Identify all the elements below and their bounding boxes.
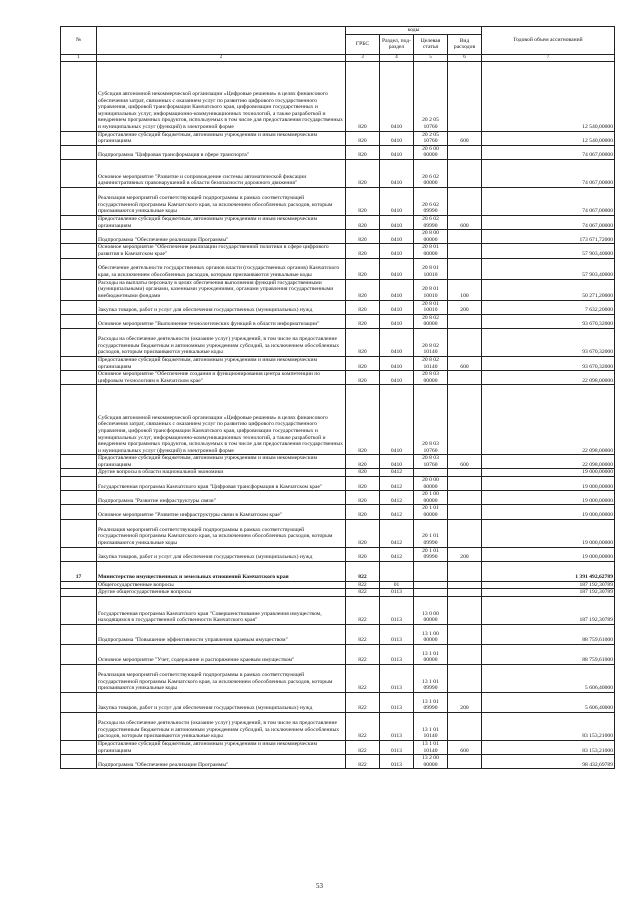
cell-sum: 50 271,20000 — [482, 279, 615, 300]
cell-sum: 187 192,30789 — [482, 581, 615, 589]
cell-razd: 0113 — [380, 693, 414, 713]
cell-grbs: 820 — [346, 279, 380, 300]
cell-cel: 20 6 02 00000 — [414, 159, 448, 187]
cell-cel: 20 2 05 10760 — [414, 131, 448, 145]
cell-grbs: 820 — [346, 328, 380, 356]
cell-name: Закупка товаров, работ и услуг для обеспечения государственных (муниципальных) нужд — [97, 693, 346, 713]
cell-sum: 83 153,21000 — [482, 713, 615, 741]
cell-sum: 93 670,32000 — [482, 328, 615, 356]
cell-vid — [448, 625, 482, 645]
idx-cell: 3 — [346, 54, 380, 61]
cell-razd: 0113 — [380, 741, 414, 755]
cell-sum: 98 432,69789 — [482, 755, 615, 769]
cell-sum: 19 000,00000 — [482, 477, 615, 491]
cell-no — [61, 519, 97, 547]
cell-no — [61, 625, 97, 645]
idx-cell: 1 — [61, 54, 97, 61]
cell-vid: 200 — [448, 693, 482, 713]
cell-cel: 13 1 00 00000 — [414, 625, 448, 645]
cell-cel: 20 2 05 10760 — [414, 61, 448, 131]
cell-name: Министерство имущественных и земельных отношений Камчатского края — [97, 561, 346, 581]
cell-razd: 0113 — [380, 645, 414, 665]
cell-cel: 20 8 01 10010 — [414, 258, 448, 279]
cell-no — [61, 371, 97, 385]
cell-razd: 0412 — [380, 547, 414, 561]
table-row — [61, 625, 615, 645]
cell-vid: 600 — [448, 455, 482, 469]
cell-razd: 0410 — [380, 145, 414, 159]
cell-cel — [414, 561, 448, 581]
cell-grbs: 820 — [346, 258, 380, 279]
cell-name: Реализация мероприятий соответствующей подпрограммы в рамках соответствующей государственной программы Камчатского края, за исключением обособленных расходов, которым присваиваются уникальные коды — [97, 187, 346, 215]
table-row — [61, 385, 615, 455]
cell-cel: 13 1 01 00000 — [414, 645, 448, 665]
cell-no — [61, 505, 97, 519]
table-body — [61, 61, 615, 769]
cell-name: Реализация мероприятий соответствующей подпрограммы в рамках соответствующей государственной программы Камчатского края, за исключением обособленных расходов, которым присваиваются уникальные коды — [97, 665, 346, 693]
cell-sum: 5 606,40000 — [482, 665, 615, 693]
cell-vid: 600 — [448, 356, 482, 370]
cell-name: Подпрограмма "Обеспечение реализации Программы" — [97, 755, 346, 769]
table-row — [61, 755, 615, 769]
cell-cel: 20 8 02 00000 — [414, 314, 448, 328]
cell-name: Предоставление субсидий бюджетным, автономным учреждениям и иным некоммерческим организациям — [97, 455, 346, 469]
cell-sum: 12 540,00000 — [482, 61, 615, 131]
header-no: № — [61, 27, 97, 55]
cell-name: Подпрограмма "Обеспечение реализации Программы" — [97, 230, 346, 244]
cell-sum: 74 067,00000 — [482, 187, 615, 215]
cell-vid — [448, 187, 482, 215]
cell-grbs: 820 — [346, 371, 380, 385]
cell-cel: 20 8 02 10140 — [414, 356, 448, 370]
table-row — [61, 230, 615, 244]
cell-vid: 600 — [448, 741, 482, 755]
cell-sum: 12 540,00000 — [482, 131, 615, 145]
cell-razd: 0410 — [380, 215, 414, 229]
cell-no — [61, 713, 97, 741]
cell-razd: 0410 — [380, 371, 414, 385]
cell-razd: 0412 — [380, 469, 414, 477]
table-row — [61, 469, 615, 477]
table-row — [61, 215, 615, 229]
cell-name: Основное мероприятие "Учет, содержание и распоряжение краевым имуществом" — [97, 645, 346, 665]
cell-sum: 173 671,72000 — [482, 230, 615, 244]
header-sum: Годовой объем ассигнований — [482, 27, 615, 55]
cell-cel: 20 1 01 09990 — [414, 547, 448, 561]
cell-vid: 100 — [448, 279, 482, 300]
cell-no — [61, 385, 97, 455]
cell-name: Другие вопросы в области национальной экономики — [97, 469, 346, 477]
cell-no — [61, 469, 97, 477]
idx-cell: 5 — [414, 54, 448, 61]
header-vid: Вид расходов — [448, 34, 482, 54]
cell-grbs: 822 — [346, 597, 380, 625]
cell-vid — [448, 159, 482, 187]
cell-sum: 187 192,30789 — [482, 589, 615, 597]
cell-cel: 20 1 01 00000 — [414, 505, 448, 519]
cell-razd: 0410 — [380, 279, 414, 300]
table-row — [61, 371, 615, 385]
cell-no — [61, 589, 97, 597]
cell-name: Расходы на обеспечение деятельности (оказание услуг) учреждений, в том числе на предоставление государственным бюджетным и автономным учреждениям субсидий, за исключением обособленных расходов, которым присваиваются уникальные коды — [97, 713, 346, 741]
cell-sum: 5 606,40000 — [482, 693, 615, 713]
cell-grbs: 820 — [346, 145, 380, 159]
cell-sum: 74 067,00000 — [482, 145, 615, 159]
cell-no — [61, 279, 97, 300]
cell-razd: 0410 — [380, 61, 414, 131]
cell-sum: 19 000,00000 — [482, 469, 615, 477]
cell-sum: 22 098,00000 — [482, 371, 615, 385]
header-razdel: Раздел, под-раздел — [380, 34, 414, 54]
table-row — [61, 561, 615, 581]
cell-grbs: 822 — [346, 713, 380, 741]
cell-no — [61, 159, 97, 187]
cell-no — [61, 547, 97, 561]
cell-cel — [414, 589, 448, 597]
cell-cel: 20 1 00 00000 — [414, 491, 448, 505]
cell-no — [61, 356, 97, 370]
cell-name: Основное мероприятие "Выполнение технологических функций в области информатизации" — [97, 314, 346, 328]
table-row — [61, 589, 615, 597]
cell-grbs: 820 — [346, 61, 380, 131]
cell-sum: 93 670,32000 — [482, 356, 615, 370]
cell-vid — [448, 244, 482, 258]
cell-no — [61, 131, 97, 145]
cell-cel: 13 1 01 09990 — [414, 693, 448, 713]
cell-cel: 13 1 01 09990 — [414, 665, 448, 693]
cell-grbs: 820 — [346, 505, 380, 519]
cell-razd: 0410 — [380, 314, 414, 328]
cell-grbs: 822 — [346, 741, 380, 755]
cell-no — [61, 258, 97, 279]
cell-grbs: 820 — [346, 477, 380, 491]
cell-no — [61, 300, 97, 314]
cell-name: Основное мероприятие "Обеспечение реализации государственной политики в сфере цифрового развития в Камчатском крае" — [97, 244, 346, 258]
table-row — [61, 328, 615, 356]
cell-sum: 19 000,00000 — [482, 505, 615, 519]
cell-sum: 19 000,00000 — [482, 491, 615, 505]
cell-name: Подпрограмма "Цифровая трансформация в сфере транспорта" — [97, 145, 346, 159]
cell-razd: 0412 — [380, 505, 414, 519]
cell-razd: 0412 — [380, 491, 414, 505]
table-row — [61, 665, 615, 693]
cell-razd: 0113 — [380, 755, 414, 769]
idx-cell: 4 — [380, 54, 414, 61]
cell-grbs: 822 — [346, 561, 380, 581]
cell-name: Общегосударственные вопросы — [97, 581, 346, 589]
cell-grbs: 820 — [346, 215, 380, 229]
cell-grbs: 822 — [346, 581, 380, 589]
cell-no — [61, 314, 97, 328]
cell-vid: 200 — [448, 300, 482, 314]
cell-no — [61, 61, 97, 131]
cell-name: Закупка товаров, работ и услуг для обеспечения государственных (муниципальных) нужд — [97, 547, 346, 561]
cell-no — [61, 693, 97, 713]
cell-vid — [448, 477, 482, 491]
cell-vid — [448, 581, 482, 589]
cell-vid: 600 — [448, 131, 482, 145]
cell-grbs: 820 — [346, 519, 380, 547]
idx-cell: 7 — [482, 54, 615, 61]
cell-no — [61, 145, 97, 159]
cell-vid — [448, 505, 482, 519]
cell-name: Расходы на обеспечение деятельности (оказание услуг) учреждений, в том числе на предоставление государственным бюджетным и автономным учреждениям субсидий, за исключением обособленных расходов, которым присваиваются уникальные коды — [97, 328, 346, 356]
cell-vid — [448, 145, 482, 159]
cell-grbs: 822 — [346, 693, 380, 713]
cell-vid — [448, 519, 482, 547]
cell-cel: 20 8 00 00000 — [414, 230, 448, 244]
cell-grbs: 822 — [346, 625, 380, 645]
cell-name: Государственная программа Камчатского края "Цифровая трансформация в Камчатском крае" — [97, 477, 346, 491]
cell-name: Обеспечение деятельности государственных органов власти (государственных органов) Камчатского края, за исключением обособленных расходов, которым присваиваются уникальные коды — [97, 258, 346, 279]
cell-grbs: 820 — [346, 469, 380, 477]
idx-cell: 6 — [448, 54, 482, 61]
cell-grbs: 820 — [346, 187, 380, 215]
cell-razd: 0410 — [380, 230, 414, 244]
cell-razd: 0113 — [380, 625, 414, 645]
cell-grbs: 820 — [346, 455, 380, 469]
cell-name: Предоставление субсидий бюджетным, автономным учреждениям и иным некоммерческим организациям — [97, 741, 346, 755]
cell-sum: 88 759,61000 — [482, 645, 615, 665]
cell-no — [61, 215, 97, 229]
cell-razd: 0410 — [380, 244, 414, 258]
cell-vid — [448, 597, 482, 625]
cell-vid — [448, 258, 482, 279]
cell-grbs: 820 — [346, 314, 380, 328]
cell-sum: 22 098,00000 — [482, 385, 615, 455]
cell-razd: 0410 — [380, 187, 414, 215]
cell-sum: 74 067,00000 — [482, 215, 615, 229]
cell-cel: 20 1 01 09990 — [414, 519, 448, 547]
cell-name: Предоставление субсидий бюджетным, автономным учреждениям и иным некоммерческим организациям — [97, 356, 346, 370]
header-celevaya: Целевая статья — [414, 34, 448, 54]
cell-sum: 7 632,20000 — [482, 300, 615, 314]
cell-razd: 0113 — [380, 597, 414, 625]
budget-table — [60, 26, 615, 769]
cell-grbs: 820 — [346, 547, 380, 561]
table-row — [61, 131, 615, 145]
cell-grbs: 820 — [346, 244, 380, 258]
cell-grbs: 820 — [346, 356, 380, 370]
cell-vid: 600 — [448, 215, 482, 229]
cell-vid: 200 — [448, 547, 482, 561]
table-row — [61, 145, 615, 159]
cell-sum: 187 192,30789 — [482, 597, 615, 625]
cell-razd: 0113 — [380, 589, 414, 597]
cell-razd: 0113 — [380, 665, 414, 693]
cell-vid — [448, 328, 482, 356]
table-row — [61, 159, 615, 187]
idx-cell: 2 — [97, 54, 346, 61]
cell-no — [61, 581, 97, 589]
cell-grbs: 820 — [346, 131, 380, 145]
cell-no — [61, 328, 97, 356]
cell-razd: 0410 — [380, 131, 414, 145]
cell-vid — [448, 713, 482, 741]
table-row — [61, 581, 615, 589]
cell-cel: 20 8 02 10140 — [414, 328, 448, 356]
cell-no — [61, 755, 97, 769]
cell-sum: 22 098,00000 — [482, 455, 615, 469]
cell-name: Государственная программа Камчатского края "Совершенствование управления имуществом, находящимся в государственной собственности Камчатского края" — [97, 597, 346, 625]
cell-name: Основное мероприятие "Развитие инфраструктуры связи в Камчатском крае" — [97, 505, 346, 519]
cell-name: Субсидия автономной некоммерческой организации «Цифровые решения» в целях финансового обеспечения затрат, связанных с оказанием услуг по развитию цифрового государственного управления, цифровой трансформации Камчатского края, цифровизации государственных и муниципальных услуг, информационно-коммуникационных технологий, а также разработкой и внедрением программных продуктов, используемых в том числе для предоставления государственных и муниципальных услуг (функций) в электронной форме — [97, 385, 346, 455]
table-row — [61, 455, 615, 469]
cell-sum: 57 903,40000 — [482, 244, 615, 258]
cell-no — [61, 597, 97, 625]
table-row — [61, 477, 615, 491]
table-row — [61, 187, 615, 215]
cell-cel: 13 2 00 00000 — [414, 755, 448, 769]
cell-grbs: 820 — [346, 491, 380, 505]
cell-cel: 20 6 02 09990 — [414, 187, 448, 215]
table-row — [61, 597, 615, 625]
cell-vid — [448, 561, 482, 581]
cell-razd: 0412 — [380, 519, 414, 547]
cell-cel: 20 8 03 00000 — [414, 371, 448, 385]
table-row — [61, 505, 615, 519]
cell-sum: 19 000,00000 — [482, 519, 615, 547]
cell-cel: 13 1 01 10140 — [414, 713, 448, 741]
cell-no — [61, 645, 97, 665]
cell-grbs: 820 — [346, 230, 380, 244]
cell-grbs: 820 — [346, 300, 380, 314]
cell-no — [61, 491, 97, 505]
cell-no — [61, 230, 97, 244]
header-codes: коды — [346, 27, 482, 35]
cell-cel: 20 8 03 10760 — [414, 385, 448, 455]
table-row — [61, 279, 615, 300]
cell-grbs: 822 — [346, 645, 380, 665]
cell-razd: 01 — [380, 581, 414, 589]
cell-cel — [414, 469, 448, 477]
cell-cel: 20 8 01 00000 — [414, 244, 448, 258]
cell-cel: 20 8 01 10010 — [414, 300, 448, 314]
cell-vid — [448, 385, 482, 455]
cell-cel: 20 6 02 09990 — [414, 215, 448, 229]
cell-vid — [448, 371, 482, 385]
cell-vid — [448, 589, 482, 597]
cell-sum: 93 670,32000 — [482, 314, 615, 328]
cell-grbs: 820 — [346, 385, 380, 455]
cell-cel: 13 0 00 00000 — [414, 597, 448, 625]
cell-name: Предоставление субсидий бюджетным, автономным учреждениям и иным некоммерческим организациям — [97, 131, 346, 145]
header-index-row — [61, 54, 615, 61]
cell-sum: 83 153,21000 — [482, 741, 615, 755]
table-row — [61, 693, 615, 713]
cell-sum: 1 391 492,62789 — [482, 561, 615, 581]
header-name — [97, 27, 346, 55]
cell-vid — [448, 665, 482, 693]
cell-no — [61, 244, 97, 258]
cell-razd: 0113 — [380, 713, 414, 741]
cell-grbs: 822 — [346, 755, 380, 769]
cell-cel: 20 8 03 10760 — [414, 455, 448, 469]
cell-name: Закупка товаров, работ и услуг для обеспечения государственных (муниципальных) нужд — [97, 300, 346, 314]
cell-razd — [380, 561, 414, 581]
cell-razd: 0410 — [380, 159, 414, 187]
cell-name: Подпрограмма "Развитие инфраструктуры связи" — [97, 491, 346, 505]
cell-vid — [448, 61, 482, 131]
cell-no — [61, 187, 97, 215]
cell-no — [61, 741, 97, 755]
table-row — [61, 519, 615, 547]
cell-sum: 74 067,00000 — [482, 159, 615, 187]
cell-name: Основное мероприятие "Развитие и сопровождение системы автоматической фиксации административных правонарушений в области безопасности дорожного движения" — [97, 159, 346, 187]
cell-vid — [448, 755, 482, 769]
table-row — [61, 314, 615, 328]
table-row — [61, 645, 615, 665]
table-row — [61, 244, 615, 258]
cell-name: Основное мероприятие "Обеспечение создания и функционирования центра компетенции по цифровым технологиям в Камчатском крае" — [97, 371, 346, 385]
cell-sum: 19 000,00000 — [482, 547, 615, 561]
table-row — [61, 61, 615, 131]
cell-sum: 57 903,40000 — [482, 258, 615, 279]
cell-no — [61, 665, 97, 693]
cell-name: Подпрограмма "Повышение эффективности управления краевым имуществом" — [97, 625, 346, 645]
cell-no: 17 — [61, 561, 97, 581]
cell-name: Расходы на выплаты персоналу в целях обеспечения выполнения функций государственными (муниципальными) органами, казенными учреждениями, органами управления государственными внебюджетными фондами — [97, 279, 346, 300]
cell-sum: 88 759,61000 — [482, 625, 615, 645]
cell-razd: 0410 — [380, 385, 414, 455]
cell-name: Субсидия автономной некоммерческой организации «Цифровые решения» в целях финансового обеспечения затрат, связанных с оказанием услуг по развитию цифрового государственного управления, цифровой трансформации Камчатского края, цифровизации государственных и муниципальных услуг, информационно-коммуникационных технологий, а также разработкой и внедрением программных продуктов, используемых в том числе для предоставления государственных и муниципальных услуг (функций) в электронной форме — [97, 61, 346, 131]
cell-name: Предоставление субсидий бюджетным, автономным учреждениям и иным некоммерческим организациям — [97, 215, 346, 229]
cell-razd: 0410 — [380, 258, 414, 279]
cell-cel — [414, 581, 448, 589]
cell-vid — [448, 230, 482, 244]
cell-cel: 20 0 00 00000 — [414, 477, 448, 491]
cell-cel: 20 8 01 10010 — [414, 279, 448, 300]
page-number: 53 — [316, 882, 323, 890]
cell-grbs: 822 — [346, 665, 380, 693]
cell-razd: 0410 — [380, 328, 414, 356]
cell-razd: 0410 — [380, 455, 414, 469]
header-grbs: ГРБС — [346, 34, 380, 54]
table-row — [61, 713, 615, 741]
cell-no — [61, 477, 97, 491]
cell-vid — [448, 469, 482, 477]
cell-razd: 0410 — [380, 356, 414, 370]
table-row — [61, 258, 615, 279]
cell-cel: 20 6 00 00000 — [414, 145, 448, 159]
cell-vid — [448, 314, 482, 328]
table-row — [61, 741, 615, 755]
cell-cel: 13 1 01 10140 — [414, 741, 448, 755]
cell-name: Другие общегосударственные вопросы — [97, 589, 346, 597]
cell-no — [61, 455, 97, 469]
table-row — [61, 300, 615, 314]
table-row — [61, 491, 615, 505]
cell-name: Реализация мероприятий соответствующей подпрограммы в рамках соответствующей государственной программы Камчатского края, за исключением обособленных расходов, которым присваиваются уникальные коды — [97, 519, 346, 547]
cell-razd: 0410 — [380, 300, 414, 314]
cell-grbs: 822 — [346, 589, 380, 597]
cell-razd: 0412 — [380, 477, 414, 491]
table-row — [61, 547, 615, 561]
cell-grbs: 820 — [346, 159, 380, 187]
table-row — [61, 356, 615, 370]
cell-vid — [448, 645, 482, 665]
cell-vid — [448, 491, 482, 505]
